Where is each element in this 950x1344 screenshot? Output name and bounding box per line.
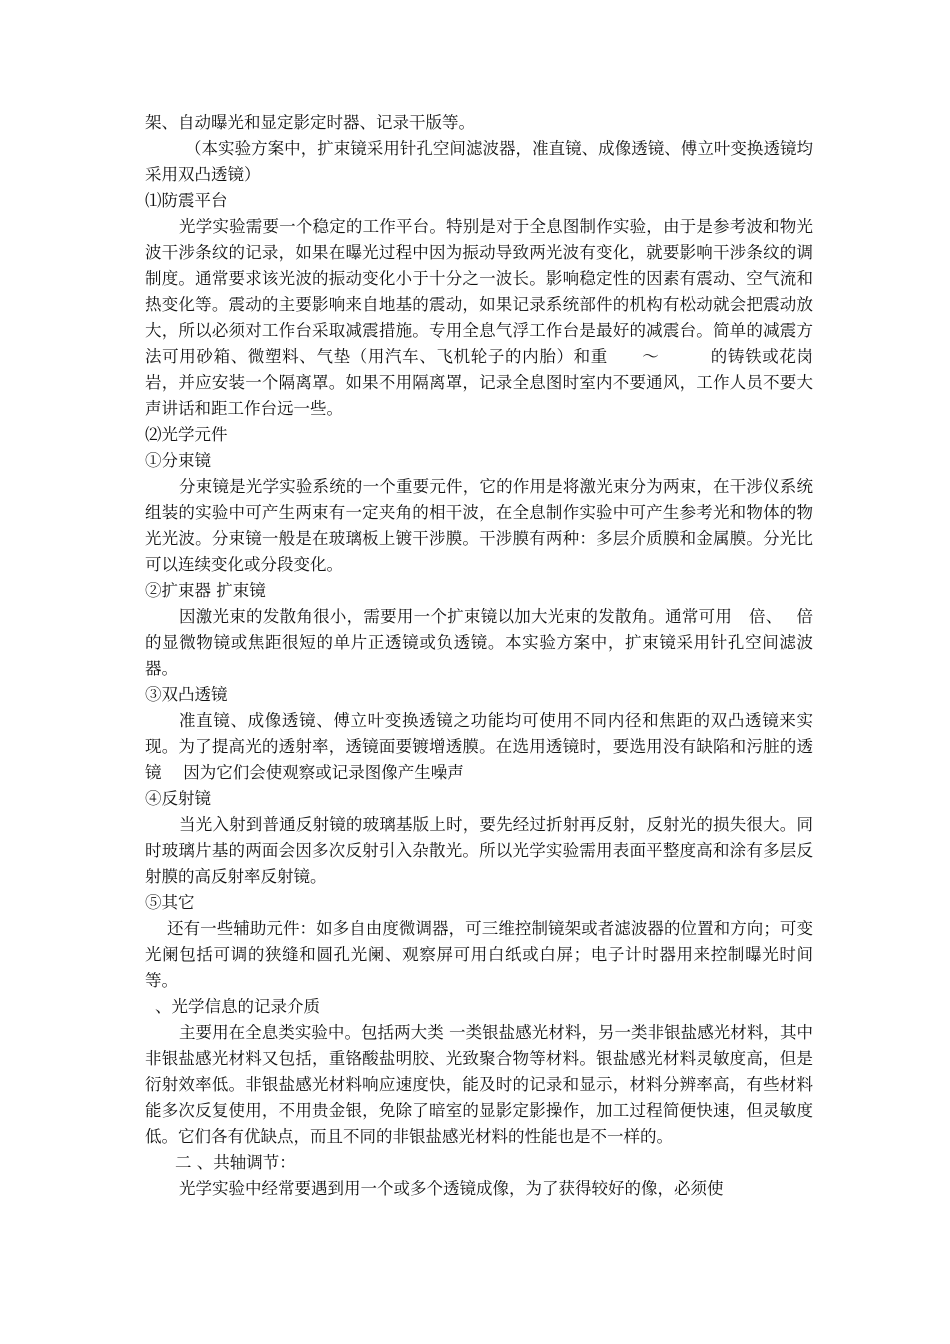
paragraph-beam-splitter: 分束镜是光学实验系统的一个重要元件，它的作用是将激光束分为两束，在干涉仪系统组装的实验中可产生两束有一定夹角的相干波，在全息制作实验中可产生参考光和物体的物光光波。分束镜一般是在玻璃板上镀干涉膜。干涉膜有两种：多层介质膜和金属膜。分光比可以连续变化或分段变化。 [145,477,813,574]
note-paragraph: （本实验方案中，扩束镜采用针孔空间滤波器，准直镜、成像透镜、傅立叶变换透镜均采用双凸透镜） [145,139,813,184]
heading-others: ⑤其它 [145,893,195,912]
paragraph-others: 还有一些辅助元件：如多自由度微调器，可三维控制镜架或者滤波器的位置和方向；可变光阑包括可调的狭缝和圆孔光阑、观察屏可用白纸或白屏；电子计时器用来控制曝光时间等。 [145,919,813,990]
paragraph-beam-expander: 因激光束的发散角很小，需要用一个扩束镜以加大光束的发散角。通常可用 倍、 倍的显微物镜或焦距很短的单片正透镜或负透镜。本实验方案中，扩束镜采用针孔空间滤波器。 [145,607,813,678]
heading-beam-splitter: ①分束镜 [145,451,211,470]
heading-beam-expander: ②扩束器 扩束镜 [145,581,266,600]
heading-mirror: ④反射镜 [145,789,211,808]
paragraph-biconvex-lens: 准直镜、成像透镜、傅立叶变换透镜之功能均可使用不同内径和焦距的双凸透镜来实现。为了提高光的透射率，透镜面要镀增透膜。在选用透镜时，要选用没有缺陷和污脏的透镜 因为它们会使观察或记录图像产生噪声 [145,711,813,782]
paragraph-recording-medium: 主要用在全息类实验中。包括两大类 一类银盐感光材料，另一类非银盐感光材料，其中非银盐感光材料又包括，重铬酸盐明胶、光致聚合物等材料。银盐感光材料灵敏度高，但是衍射效率低。非银盐感光材料响应速度快，能及时的记录和显示，材料分辨率高，有些材料能多次反复使用，不用贵金银，免除了暗室的显影定影操作，加工过程简便快速，但灵敏度低。它们各有优缺点，而且不同的非银盐感光材料的性能也是不一样的。 [145,1023,813,1146]
heading-biconvex-lens: ③双凸透镜 [145,685,228,704]
paragraph-mirror: 当光入射到普通反射镜的玻璃基版上时，要先经过折射再反射，反射光的损失很大。同时玻璃片基的两面会因多次反射引入杂散光。所以光学实验需用表面平整度高和涂有多层反射膜的高反射率反射镜。 [145,815,813,886]
paragraph-anti-vibration-table: 光学实验需要一个稳定的工作平台。特别是对于全息图制作实验，由于是参考波和物光波干涉条纹的记录，如果在曝光过程中因为振动导致两光波有变化，就要影响干涉条纹的调制度。通常要求该光波的振动变化小于十分之一波长。影响稳定性的因素有震动、空气流和热变化等。震动的主要影响来自地基的震动，如果记录系统部件的机构有松动就会把震动放大，所以必须对工作台采取减震措施。专用全息气浮工作台是最好的减震台。简单的减震方法可用砂箱、微塑料、气垫（用汽车、飞机轮子的内胎）和重 ～ 的铸铁或花岗岩，并应安装一个隔离罩。如果不用隔离罩，记录全息图时室内不要通风，工作人员不要大声讲话和距工作台远一些。 [145,217,813,418]
heading-anti-vibration-table: ⑴防震平台 [145,191,228,210]
heading-recording-medium: 、光学信息的记录介质 [155,997,320,1016]
continued-line: 架、自动曝光和显定影定时器、记录干版等。 [145,113,475,132]
paragraph-coaxial-adjustment: 光学实验中经常要遇到用一个或多个透镜成像，为了获得较好的像，必须使 [179,1179,724,1198]
heading-optical-elements: ⑵光学元件 [145,425,228,444]
heading-coaxial-adjustment: 二 、共轴调节： [175,1153,296,1172]
document-page [145,110,813,1202]
